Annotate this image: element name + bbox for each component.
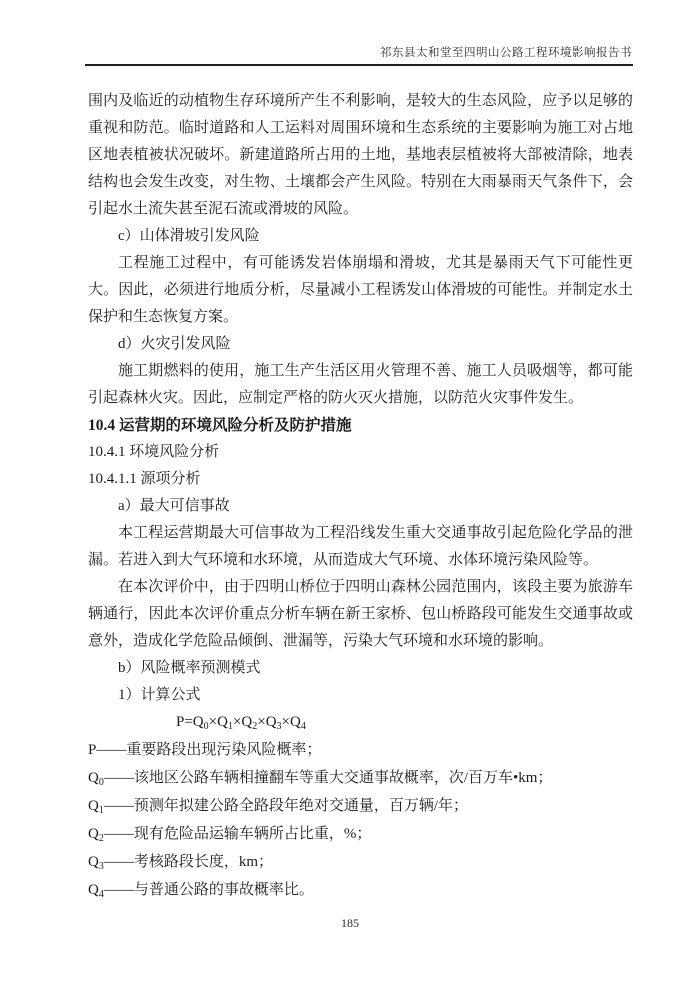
formula-subscript: 1 (227, 721, 233, 732)
section-heading-10-4-1: 10.4.1 环境风险分析 (88, 444, 220, 460)
term-subscript: 2 (98, 833, 104, 844)
formula-part: ×Q (208, 714, 228, 730)
term-subscript: 0 (98, 777, 104, 788)
formula-term-definition-Q3 (88, 849, 633, 877)
paragraph-fire-risk: 施工期燃料的使用，施工生产生活区用火管理不善、施工人员吸烟等，都可能引起森林火灾。因此，应制定严格的防火灭火措施，以防范火灾事件发生。 (88, 363, 633, 406)
term-symbol: Q (88, 826, 99, 842)
paragraph-evaluation-focus: 在本次评价中，由于四明山桥位于四明山森林公园范围内，该段主要为旅游车辆通行，因此本次评价重点分析车辆在新王家桥、包山桥路段可能发生交通事故或意外，造成化学危险品倾倒、泄漏等，污染大气环境和水环境的影响。 (88, 579, 633, 649)
section-heading-10-4-1-1: 10.4.1.1 源项分析 (88, 471, 201, 487)
paragraph-max-credible-accident: 本工程运营期最大可信事故为工程沿线发生重大交通事故引起危险化学品的泄漏。若进入到大气环境和水环境，从而造成大气环境、水体环境污染风险等。 (88, 525, 633, 568)
term-description: ——预测年拟建公路全路段年绝对交通量，百万辆/年； (103, 798, 469, 814)
item-heading-c: c）山体滑坡引发风险 (118, 228, 260, 244)
formula-term-definition-P (88, 737, 633, 765)
paragraph-continuation: 围内及临近的动植物生存环境所产生不利影响，是较大的生态风险，应予以足够的重视和防范。临时道路和人工运料对周围环境和生态系统的主要影响为施工对占地区地表植被状况破坏。新建道路所占用的土地，基地表层植被将大部被清除，地表结构也会发生改变，对生物、土壤都会产生风险。特别在大雨暴雨天气条件下，会引起水土流失甚至泥石流或滑坡的风险。 (88, 93, 633, 217)
section-heading-10-4: 10.4 运营期的环境风险分析及防护措施 (88, 417, 352, 434)
item-heading-1: 1）计算公式 (118, 687, 201, 703)
document-body (88, 88, 633, 905)
header-rule (85, 64, 633, 66)
term-subscript: 1 (98, 805, 104, 816)
formula-subscript: 0 (203, 721, 209, 732)
formula-term-definition-Q4 (88, 877, 633, 905)
item-heading-b: b）风险概率预测模式 (118, 660, 261, 676)
term-symbol: Q (88, 798, 99, 814)
formula-part: P=Q (176, 714, 204, 730)
item-heading-d: d）火灾引发风险 (118, 336, 231, 352)
term-symbol: P (88, 742, 97, 758)
term-subscript: 4 (98, 889, 104, 900)
formula-term-definition-Q2 (88, 821, 633, 849)
header-title: 祁东县太和堂至四明山公路工程环境影响报告书 (380, 47, 632, 59)
term-description: ——与普通公路的事故概率比。 (103, 882, 314, 898)
formula-term-definition-Q1 (88, 793, 633, 821)
term-symbol: Q (88, 770, 99, 786)
term-description: ——重要路段出现污染风险概率； (96, 742, 322, 758)
formula-subscript: 2 (252, 721, 258, 732)
term-description: ——现有危险品运输车辆所占比重，%； (103, 826, 372, 842)
risk-probability-formula (176, 709, 633, 737)
term-symbol: Q (88, 854, 99, 870)
page-number: 185 (341, 916, 359, 930)
formula-part: ×Q (232, 714, 253, 730)
formula-subscript: 3 (276, 721, 282, 732)
term-description: ——考核路段长度，km； (103, 854, 274, 870)
formula-term-definition-Q0 (88, 765, 633, 793)
term-subscript: 3 (98, 861, 104, 872)
term-description: ——该地区公路车辆相撞翻车等重大交通事故概率，次/百万车•km； (103, 770, 553, 786)
formula-part: ×Q (257, 714, 277, 730)
term-symbol: Q (88, 882, 99, 898)
formula-subscript: 4 (300, 721, 306, 732)
item-heading-a: a）最大可信事故 (118, 498, 230, 514)
formula-part: ×Q (281, 714, 301, 730)
paragraph-landslide-risk: 工程施工过程中，有可能诱发岩体崩塌和滑坡，尤其是暴雨天气下可能性更大。因此，必须进行地质分析，尽量减小工程诱发山体滑坡的可能性。并制定水土保护和生态恢复方案。 (88, 255, 633, 325)
